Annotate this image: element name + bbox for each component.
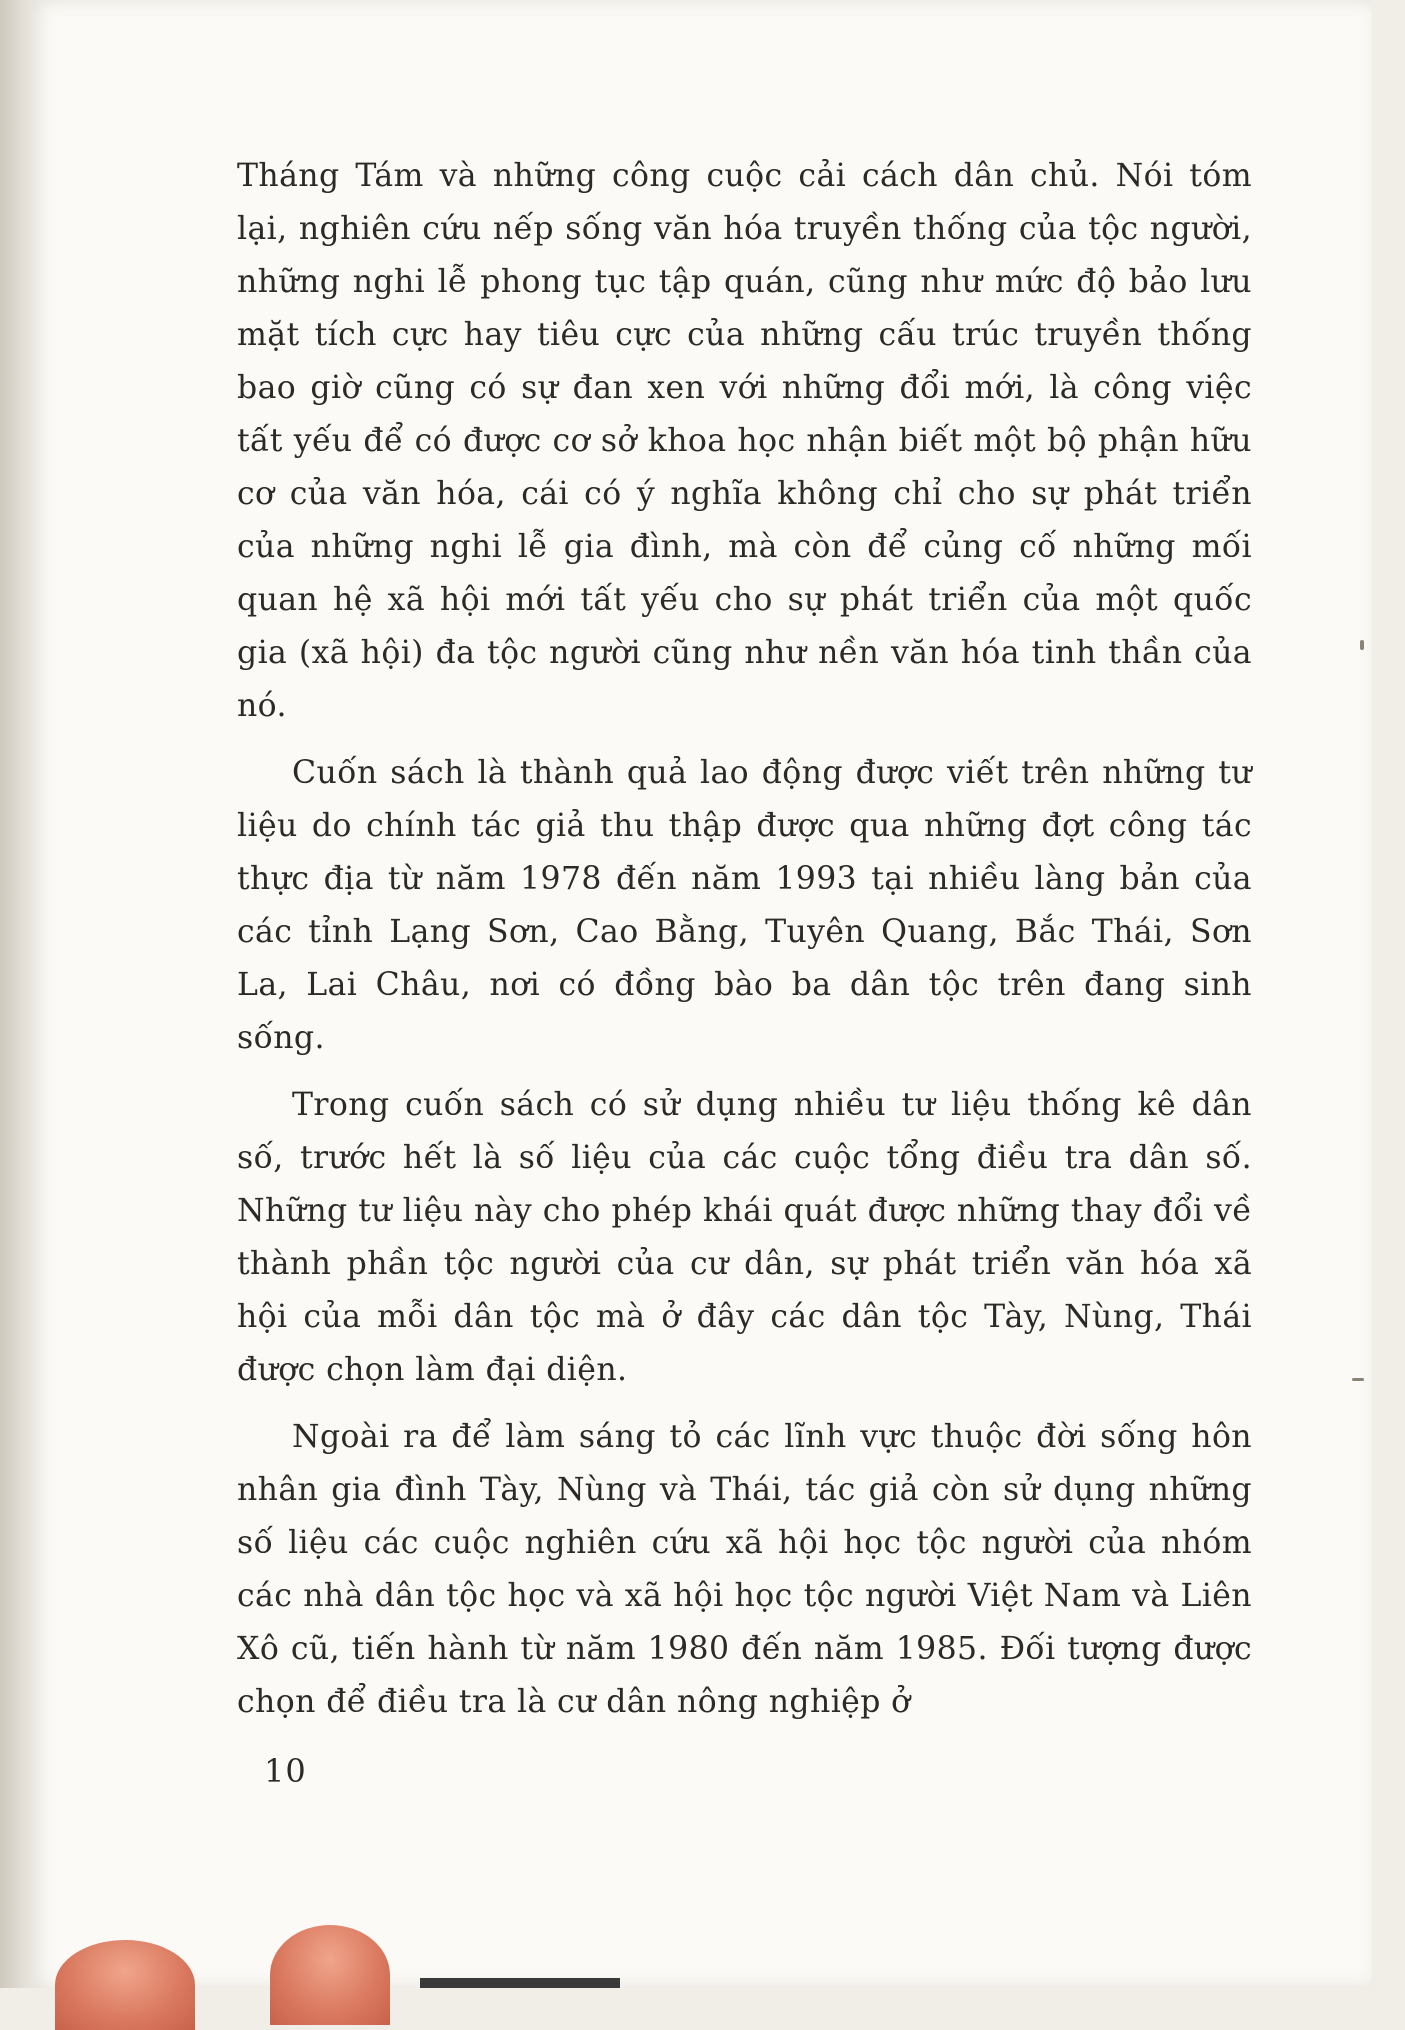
page-number: 10 bbox=[264, 1752, 307, 1790]
paragraph-2: Cuốn sách là thành quả lao động được viết trên những tư liệu do chính tác giả thu thập được qua những đợt công tác thực địa từ năm 1978 đến năm 1993 tại nhiều làng bản của các tỉnh Lạng Sơn, Cao Bằng, Tuyên Quang, Bắc Thái, Sơn La, Lai Châu, nơi có đồng bào ba dân tộc trên đang sinh sống. bbox=[237, 755, 1252, 1056]
paragraph-1: Tháng Tám và những công cuộc cải cách dân chủ. Nói tóm lại, nghiên cứu nếp sống văn hóa truyền thống của tộc người, những nghi lễ phong tục tập quán, cũng như mức độ bảo lưu mặt tích cực hay tiêu cực của những cấu trúc truyền thống bao giờ cũng có sự đan xen với những đổi mới, là công việc tất yếu để có được cơ sở khoa học nhận biết một bộ phận hữu cơ của văn hóa, cái có ý nghĩa không chỉ cho sự phát triển của những nghi lễ gia đình, mà còn để củng cố những mối quan hệ xã hội mới tất yếu cho sự phát triển của một quốc gia (xã hội) đa tộc người cũng như nền văn hóa tinh thần của nó. bbox=[237, 158, 1252, 724]
book-page bbox=[32, 0, 1372, 1988]
scan-edge-strip bbox=[420, 1978, 620, 1988]
thumb-image bbox=[55, 1940, 195, 2030]
paragraph-3: Trong cuốn sách có sử dụng nhiều tư liệu thống kê dân số, trước hết là số liệu của các cuộc tổng điều tra dân số. Những tư liệu này cho phép khái quát được những thay đổi về thành phần tộc người của cư dân, sự phát triển văn hóa xã hội của mỗi dân tộc mà ở đây các dân tộc Tày, Nùng, Thái được chọn làm đại diện. bbox=[237, 1087, 1252, 1388]
paper-speck bbox=[1360, 640, 1364, 650]
body-text bbox=[237, 150, 1252, 1743]
finger-image bbox=[270, 1925, 390, 2025]
paper-speck bbox=[1352, 1378, 1364, 1381]
paragraph-4: Ngoài ra để làm sáng tỏ các lĩnh vực thuộc đời sống hôn nhân gia đình Tày, Nùng và Thái, tác giả còn sử dụng những số liệu các cuộc nghiên cứu xã hội học tộc người của nhóm các nhà dân tộc học và xã hội học tộc người Việt Nam và Liên Xô cũ, tiến hành từ năm 1980 đến năm 1985. Đối tượng được chọn để điều tra là cư dân nông nghiệp ở bbox=[237, 1419, 1252, 1720]
